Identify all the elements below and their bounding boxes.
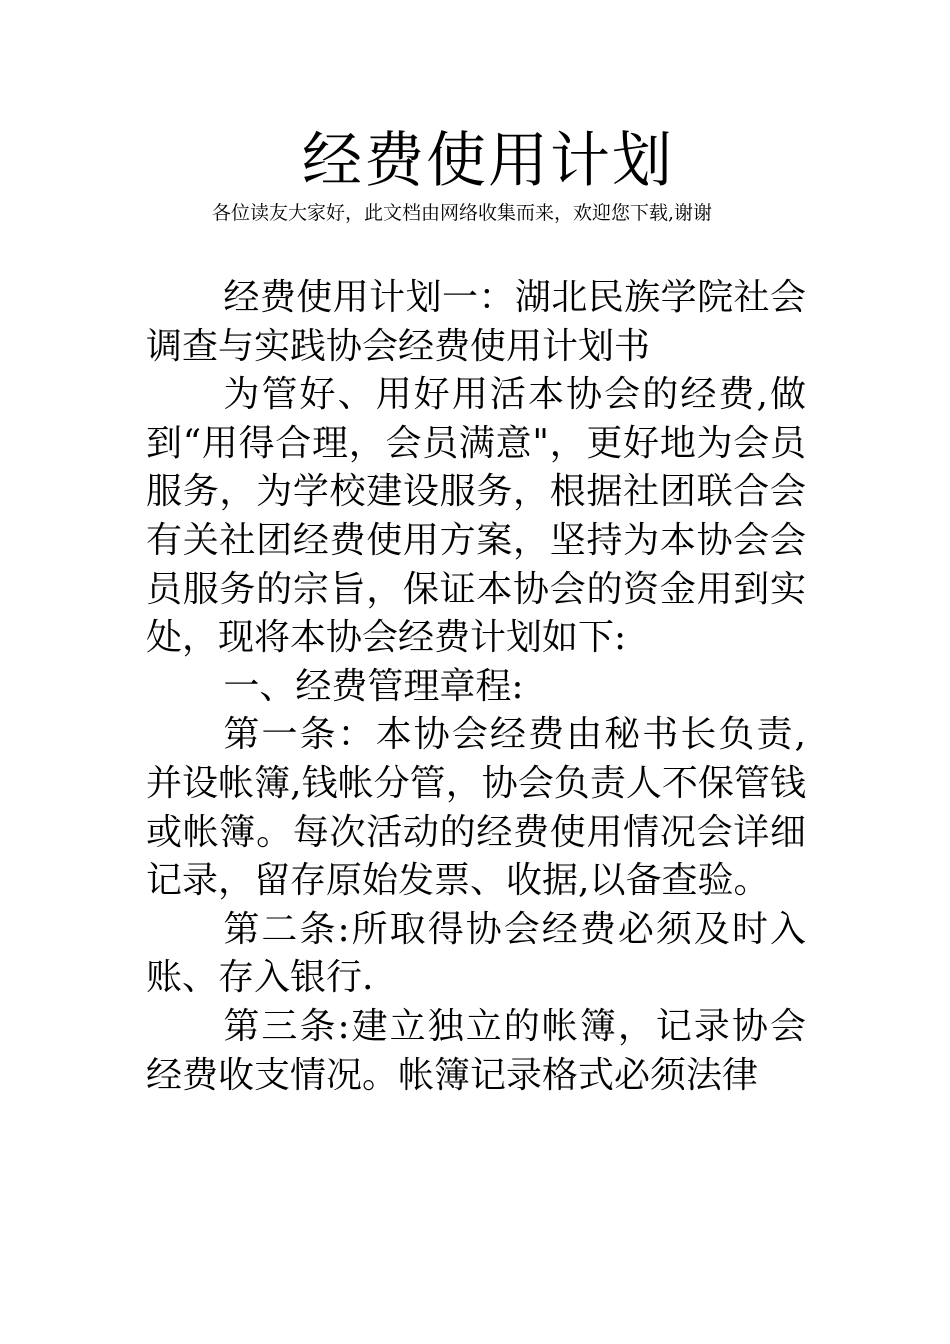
paragraph-intro: 为管好、用好用活本协会的经费,做到“用得合理，会员满意"，更好地为会员服务，为学校建设服务，根据社团联合会有关社团经费使用方案，坚持为本协会会员服务的宗旨，保证本协会的资金用到实处，现将本协会经费计划如下:	[146, 374, 806, 659]
paragraph-article-3: 第三条:建立独立的帐簿，记录协会经费收支情况。帐簿记录格式必须法律	[146, 1005, 806, 1096]
document-body	[146, 274, 806, 1100]
paragraph-plan-heading: 经费使用计划一：湖北民族学院社会调查与实践协会经费使用计划书	[146, 277, 806, 367]
paragraph-article-1: 第一条：本协会经费由秘书长负责,并设帐簿,钱帐分管，协会负责人不保管钱或帐簿。每次活动的经费使用情况会详细记录，留存原始发票、收据,以备查验。	[146, 714, 806, 902]
paragraph-section-heading: 一、经费管理章程:	[223, 665, 524, 707]
paragraph-article-2: 第二条:所取得协会经费必须及时入账、存入银行.	[146, 908, 806, 999]
document-title: 经费使用计划	[302, 126, 674, 196]
document-subtitle: 各位读友大家好，此文档由网络收集而来，欢迎您下载,谢谢	[212, 202, 713, 224]
